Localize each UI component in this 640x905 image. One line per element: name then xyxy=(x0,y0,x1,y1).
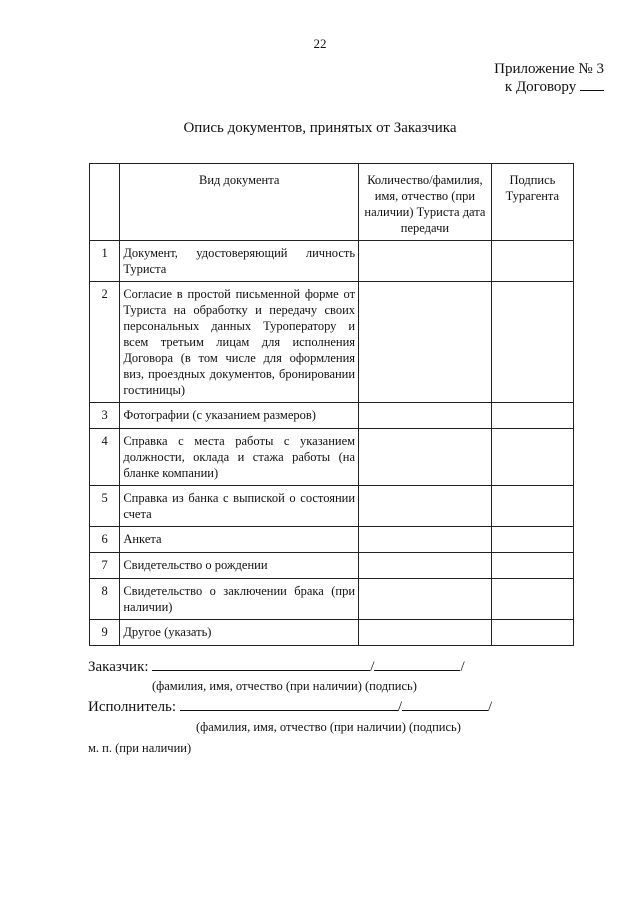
row-document: Свидетельство о заключении брака (при наличии) xyxy=(120,579,359,620)
row-document: Документ, удостоверяющий личность Туриста xyxy=(120,241,359,282)
documents-table xyxy=(89,163,574,646)
row-number: 4 xyxy=(90,429,120,486)
row-number: 1 xyxy=(90,241,120,282)
row-quantity-cell[interactable] xyxy=(359,620,492,646)
customer-signature-line: Заказчик: / / xyxy=(88,659,465,675)
executor-signature-field[interactable] xyxy=(402,698,488,711)
row-document: Справка с места работы с указанием должности, оклада и стажа работы (на бланке компании) xyxy=(120,429,359,486)
appendix-header xyxy=(494,60,604,96)
table-row xyxy=(90,527,574,553)
row-signature-cell[interactable] xyxy=(491,527,573,553)
row-quantity-cell[interactable] xyxy=(359,527,492,553)
row-quantity-cell[interactable] xyxy=(359,553,492,579)
table-row xyxy=(90,553,574,579)
executor-label: Исполнитель: xyxy=(88,699,177,715)
row-number: 3 xyxy=(90,403,120,429)
customer-label: Заказчик: xyxy=(88,659,149,675)
stamp-note: м. п. (при наличии) xyxy=(88,741,192,755)
table-row xyxy=(90,579,574,620)
row-signature-cell[interactable] xyxy=(491,486,573,527)
table-row xyxy=(90,282,574,403)
row-quantity-cell[interactable] xyxy=(359,241,492,282)
row-number: 6 xyxy=(90,527,120,553)
customer-caption: (фамилия, имя, отчество (при наличии) (подпись) xyxy=(152,679,417,693)
row-number: 7 xyxy=(90,553,120,579)
table-row xyxy=(90,486,574,527)
row-signature-cell[interactable] xyxy=(491,579,573,620)
header-quantity: Количество/фамилия, имя, отчество (при наличии) Туриста дата передачи xyxy=(359,164,492,241)
document-title: Опись документов, принятых от Заказчика xyxy=(183,120,457,136)
executor-name-field[interactable] xyxy=(180,698,398,711)
row-quantity-cell[interactable] xyxy=(359,282,492,403)
table-header-row xyxy=(90,164,574,241)
customer-signature-field[interactable] xyxy=(374,658,460,671)
row-number: 8 xyxy=(90,579,120,620)
row-document: Справка из банка с выпиской о состоянии счета xyxy=(120,486,359,527)
row-document: Другое (указать) xyxy=(120,620,359,646)
row-quantity-cell[interactable] xyxy=(359,486,492,527)
row-signature-cell[interactable] xyxy=(491,282,573,403)
table-row xyxy=(90,403,574,429)
row-signature-cell[interactable] xyxy=(491,429,573,486)
appendix-contract-label: к Договору xyxy=(504,79,577,95)
row-document: Свидетельство о рождении xyxy=(120,553,359,579)
row-quantity-cell[interactable] xyxy=(359,579,492,620)
row-number: 9 xyxy=(90,620,120,646)
row-signature-cell[interactable] xyxy=(491,403,573,429)
table-row xyxy=(90,620,574,646)
row-signature-cell[interactable] xyxy=(491,620,573,646)
row-number: 5 xyxy=(90,486,120,527)
table-row xyxy=(90,241,574,282)
row-document: Согласие в простой письменной форме от Туриста на обработку и передачу своих персональных данных Туроператору и всем третьим лицам для исполнения Договора (в том числе для оформления виз, проездных документов, бронировании гостиницы) xyxy=(120,282,359,403)
customer-name-field[interactable] xyxy=(152,658,370,671)
page-number: 22 xyxy=(313,36,327,51)
contract-number-blank xyxy=(580,78,604,91)
row-document: Анкета xyxy=(120,527,359,553)
header-signature: Подпись Турагента xyxy=(491,164,573,241)
header-num xyxy=(90,164,120,241)
appendix-contract-ref xyxy=(494,78,604,96)
row-document: Фотографии (с указанием размеров) xyxy=(120,403,359,429)
row-quantity-cell[interactable] xyxy=(359,403,492,429)
executor-signature-line: Исполнитель: / / xyxy=(88,699,493,715)
executor-caption: (фамилия, имя, отчество (при наличии) (подпись) xyxy=(196,720,461,734)
appendix-title: Приложение № 3 xyxy=(494,61,604,77)
row-quantity-cell[interactable] xyxy=(359,429,492,486)
row-signature-cell[interactable] xyxy=(491,553,573,579)
table-row xyxy=(90,429,574,486)
row-number: 2 xyxy=(90,282,120,403)
row-signature-cell[interactable] xyxy=(491,241,573,282)
header-doc-type: Вид документа xyxy=(120,164,359,241)
